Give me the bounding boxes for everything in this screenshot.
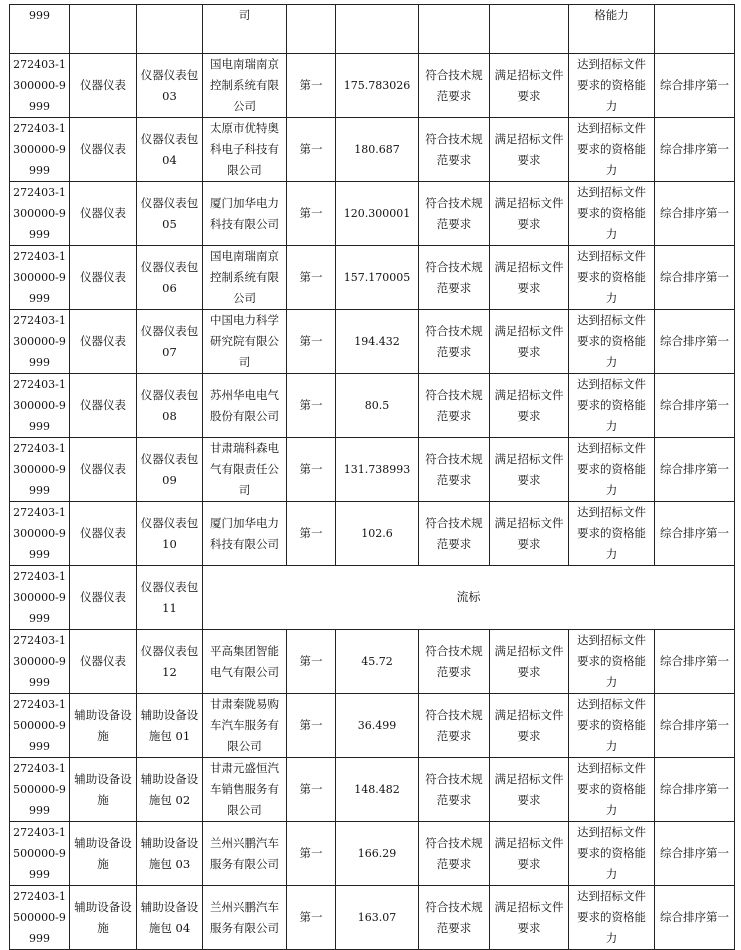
cell-bid: 满足招标文件要求 (490, 310, 569, 374)
cell-bid: 满足招标文件要求 (490, 886, 569, 950)
cell-category: 仪器仪表 (70, 438, 137, 502)
cell-code: 272403-1300000-9999 (10, 54, 70, 118)
cell-supplier: 中国电力科学研究院有限公司 (203, 310, 287, 374)
table-row (10, 246, 735, 310)
cell-code: 272403-1300000-9999 (10, 630, 70, 694)
cell-qual: 达到招标文件要求的资格能力 (569, 246, 655, 310)
cell-rank: 第一 (287, 182, 336, 246)
cell-package: 仪器仪表包 09 (137, 438, 203, 502)
cell-note: 综合排序第一 (655, 822, 735, 886)
cell-note: 综合排序第一 (655, 246, 735, 310)
cell-code: 272403-1300000-9999 (10, 182, 70, 246)
cell-supplier: 厦门加华电力科技有限公司 (203, 502, 287, 566)
cell-tech: 符合技术规范要求 (419, 118, 490, 182)
cell-price: 157.170005 (336, 246, 419, 310)
cell-category: 辅助设备设施 (70, 758, 137, 822)
cell-supplier: 兰州兴鹏汽车服务有限公司 (203, 886, 287, 950)
cell-note: 综合排序第一 (655, 54, 735, 118)
table-row (10, 374, 735, 438)
cell-qual: 达到招标文件要求的资格能力 (569, 54, 655, 118)
table-row (10, 694, 735, 758)
cell-price: 163.07 (336, 886, 419, 950)
cell-qualification: 格能力 (569, 5, 655, 54)
cell-tech: 符合技术规范要求 (419, 438, 490, 502)
cell-price: 120.300001 (336, 182, 419, 246)
cell-tech: 符合技术规范要求 (419, 310, 490, 374)
cell-category: 仪器仪表 (70, 310, 137, 374)
cell-rank: 第一 (287, 118, 336, 182)
cell-bid: 满足招标文件要求 (490, 438, 569, 502)
cell-tech: 符合技术规范要求 (419, 630, 490, 694)
table-row (10, 886, 735, 950)
cell-supplier: 国电南瑞南京控制系统有限公司 (203, 246, 287, 310)
cell-bid: 满足招标文件要求 (490, 246, 569, 310)
cell-package: 辅助设备设施包 02 (137, 758, 203, 822)
cell-code: 999 (10, 5, 70, 54)
cell-rank: 第一 (287, 502, 336, 566)
cell-category: 仪器仪表 (70, 118, 137, 182)
cell-code: 272403-1300000-9999 (10, 310, 70, 374)
cell-package: 辅助设备设施包 03 (137, 822, 203, 886)
cell-bid: 满足招标文件要求 (490, 758, 569, 822)
cell-package: 仪器仪表包 08 (137, 374, 203, 438)
cell-category: 仪器仪表 (70, 566, 137, 630)
cell-rank: 第一 (287, 886, 336, 950)
cell-supplier: 司 (203, 5, 287, 54)
table-row (10, 310, 735, 374)
cell-rank: 第一 (287, 54, 336, 118)
cell-supplier: 甘肃元盛恒汽车销售服务有限公司 (203, 758, 287, 822)
cell-price: 194.432 (336, 310, 419, 374)
cell-category: 仪器仪表 (70, 374, 137, 438)
table-row (10, 182, 735, 246)
cell-qual: 达到招标文件要求的资格能力 (569, 758, 655, 822)
cell-package (137, 5, 203, 54)
cell-supplier: 甘肃瑞科森电气有限责任公司 (203, 438, 287, 502)
cell-code: 272403-1300000-9999 (10, 566, 70, 630)
cell-supplier: 甘肃秦陇易购车汽车服务有限公司 (203, 694, 287, 758)
cell-price: 102.6 (336, 502, 419, 566)
cell-package: 仪器仪表包 03 (137, 54, 203, 118)
cell-price: 166.29 (336, 822, 419, 886)
cell-code: 272403-1500000-9999 (10, 694, 70, 758)
cell-bid: 满足招标文件要求 (490, 502, 569, 566)
cell-tech: 符合技术规范要求 (419, 502, 490, 566)
cell-bid (490, 5, 569, 54)
cell-package: 仪器仪表包 07 (137, 310, 203, 374)
table-row-partial (10, 5, 735, 54)
cell-price: 36.499 (336, 694, 419, 758)
table-row (10, 630, 735, 694)
cell-qual: 达到招标文件要求的资格能力 (569, 822, 655, 886)
table-row (10, 566, 735, 630)
cell-bid: 满足招标文件要求 (490, 54, 569, 118)
cell-rank: 第一 (287, 374, 336, 438)
cell-bid: 满足招标文件要求 (490, 182, 569, 246)
cell-note: 综合排序第一 (655, 758, 735, 822)
table-row (10, 118, 735, 182)
cell-qual: 达到招标文件要求的资格能力 (569, 630, 655, 694)
cell-rank: 第一 (287, 694, 336, 758)
cell-tech: 符合技术规范要求 (419, 886, 490, 950)
cell-note: 综合排序第一 (655, 438, 735, 502)
cell-category: 辅助设备设施 (70, 694, 137, 758)
cell-note: 综合排序第一 (655, 694, 735, 758)
cell-code: 272403-1500000-9999 (10, 822, 70, 886)
cell-package: 辅助设备设施包 04 (137, 886, 203, 950)
cell-note: 综合排序第一 (655, 182, 735, 246)
cell-qual: 达到招标文件要求的资格能力 (569, 886, 655, 950)
cell-qual: 达到招标文件要求的资格能力 (569, 310, 655, 374)
cell-price: 148.482 (336, 758, 419, 822)
cell-qual: 达到招标文件要求的资格能力 (569, 502, 655, 566)
cell-qual: 达到招标文件要求的资格能力 (569, 694, 655, 758)
cell-package: 辅助设备设施包 01 (137, 694, 203, 758)
cell-code: 272403-1300000-9999 (10, 246, 70, 310)
cell-code: 272403-1300000-9999 (10, 118, 70, 182)
cell-failed: 流标 (203, 566, 735, 630)
cell-category: 辅助设备设施 (70, 886, 137, 950)
table-row (10, 502, 735, 566)
cell-category: 仪器仪表 (70, 502, 137, 566)
cell-qual: 达到招标文件要求的资格能力 (569, 374, 655, 438)
cell-qual: 达到招标文件要求的资格能力 (569, 118, 655, 182)
cell-category: 辅助设备设施 (70, 822, 137, 886)
cell-supplier: 兰州兴鹏汽车服务有限公司 (203, 822, 287, 886)
cell-bid: 满足招标文件要求 (490, 118, 569, 182)
cell-price: 45.72 (336, 630, 419, 694)
table-row (10, 438, 735, 502)
table-body (10, 5, 735, 950)
cell-tech: 符合技术规范要求 (419, 758, 490, 822)
cell-bid: 满足招标文件要求 (490, 374, 569, 438)
cell-tech: 符合技术规范要求 (419, 694, 490, 758)
cell-package: 仪器仪表包 04 (137, 118, 203, 182)
cell-rank: 第一 (287, 822, 336, 886)
cell-bid: 满足招标文件要求 (490, 694, 569, 758)
cell-category: 仪器仪表 (70, 54, 137, 118)
cell-tech: 符合技术规范要求 (419, 54, 490, 118)
cell-package: 仪器仪表包 11 (137, 566, 203, 630)
cell-note: 综合排序第一 (655, 886, 735, 950)
table-row (10, 758, 735, 822)
cell-category: 仪器仪表 (70, 630, 137, 694)
cell-price: 131.738993 (336, 438, 419, 502)
cell-tech: 符合技术规范要求 (419, 822, 490, 886)
cell-supplier: 太原市优特奥科电子科技有限公司 (203, 118, 287, 182)
cell-note: 综合排序第一 (655, 374, 735, 438)
cell-code: 272403-1300000-9999 (10, 374, 70, 438)
cell-supplier: 国电南瑞南京控制系统有限公司 (203, 54, 287, 118)
cell-tech (419, 5, 490, 54)
cell-price: 180.687 (336, 118, 419, 182)
cell-qual: 达到招标文件要求的资格能力 (569, 182, 655, 246)
table-row (10, 822, 735, 886)
cell-note: 综合排序第一 (655, 118, 735, 182)
cell-tech: 符合技术规范要求 (419, 374, 490, 438)
cell-tech: 符合技术规范要求 (419, 246, 490, 310)
cell-package: 仪器仪表包 06 (137, 246, 203, 310)
cell-rank: 第一 (287, 438, 336, 502)
cell-bid: 满足招标文件要求 (490, 822, 569, 886)
cell-rank: 第一 (287, 246, 336, 310)
cell-package: 仪器仪表包 05 (137, 182, 203, 246)
cell-price (336, 5, 419, 54)
cell-rank: 第一 (287, 758, 336, 822)
cell-category (70, 5, 137, 54)
cell-category: 仪器仪表 (70, 246, 137, 310)
cell-supplier: 平高集团智能电气有限公司 (203, 630, 287, 694)
cell-note: 综合排序第一 (655, 310, 735, 374)
cell-package: 仪器仪表包10 (137, 502, 203, 566)
cell-code: 272403-1300000-9999 (10, 438, 70, 502)
cell-supplier: 苏州华电电气股份有限公司 (203, 374, 287, 438)
cell-note: 综合排序第一 (655, 630, 735, 694)
cell-rank (287, 5, 336, 54)
cell-note (655, 5, 735, 54)
cell-price: 80.5 (336, 374, 419, 438)
cell-code: 272403-1500000-9999 (10, 758, 70, 822)
cell-category: 仪器仪表 (70, 182, 137, 246)
cell-package: 仪器仪表包 12 (137, 630, 203, 694)
cell-note: 综合排序第一 (655, 502, 735, 566)
cell-code: 272403-1300000-9999 (10, 502, 70, 566)
cell-code: 272403-1500000-9999 (10, 886, 70, 950)
bid-result-table (9, 4, 735, 950)
cell-price: 175.783026 (336, 54, 419, 118)
cell-rank: 第一 (287, 630, 336, 694)
cell-qual: 达到招标文件要求的资格能力 (569, 438, 655, 502)
cell-tech: 符合技术规范要求 (419, 182, 490, 246)
cell-rank: 第一 (287, 310, 336, 374)
cell-supplier: 厦门加华电力科技有限公司 (203, 182, 287, 246)
table-row (10, 54, 735, 118)
cell-bid: 满足招标文件要求 (490, 630, 569, 694)
